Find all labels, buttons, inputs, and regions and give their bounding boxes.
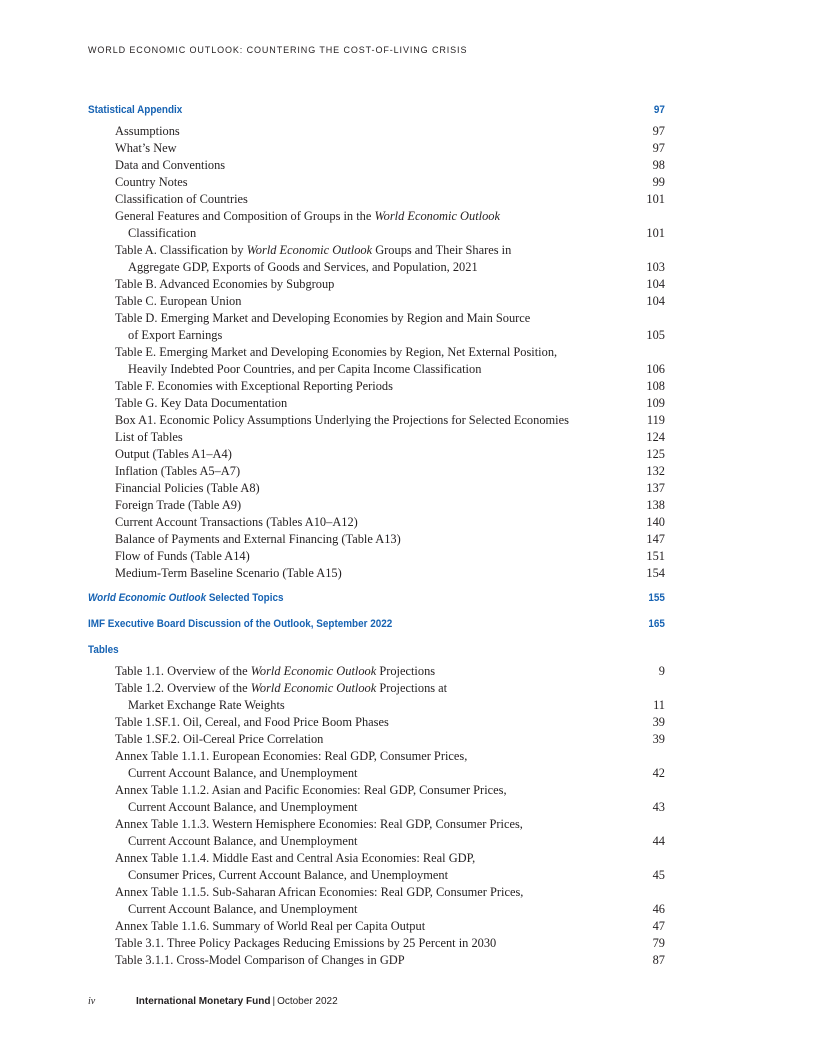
entry-title (115, 850, 593, 884)
text-run: Table B. Advanced Economies by Subgroup (115, 277, 335, 291)
entry-page-number: 109 (646, 396, 665, 410)
entry-page-number: 9 (658, 664, 665, 678)
entry-page-number: 43 (652, 800, 665, 814)
italic-title-run: World Economic Outlook (246, 243, 373, 257)
toc-entry[interactable] (88, 378, 665, 395)
text-run: Annex Table 1.1.2. Asian and Pacific Economies: Real GDP, Consumer Prices, (115, 783, 507, 797)
entry-title (115, 748, 593, 782)
entry-page-number: 98 (652, 158, 665, 172)
entry-title-continuation (115, 901, 593, 918)
text-run: IMF Executive Board Discussion of the Outlook, September 2022 (88, 618, 393, 630)
text-run: Assumptions (115, 124, 180, 138)
entry-title (115, 412, 593, 429)
text-run: Market Exchange Rate Weights (128, 698, 285, 712)
text-run: Table C. European Union (115, 294, 242, 308)
entry-page-number: 47 (652, 919, 665, 933)
toc-entry[interactable] (88, 884, 665, 918)
entry-title-continuation (115, 327, 593, 344)
toc-entry[interactable] (88, 412, 665, 429)
entry-title-line (115, 395, 593, 412)
text-run: List of Tables (115, 430, 183, 444)
text-run: Projections (376, 664, 436, 678)
entry-title-line (115, 446, 593, 463)
entry-title-line (115, 731, 593, 748)
entry-page-number: 108 (646, 379, 665, 393)
text-run: Financial Policies (Table A8) (115, 481, 260, 495)
toc-entry[interactable] (88, 714, 665, 731)
toc-entry[interactable] (88, 680, 665, 714)
entry-title-continuation (115, 259, 593, 276)
entry-page-number: 119 (646, 413, 665, 427)
toc-entry[interactable] (88, 531, 665, 548)
entry-page-number: 46 (652, 902, 665, 916)
entry-title (115, 276, 593, 293)
entry-title-line (115, 680, 593, 697)
entry-page-number: 154 (646, 566, 665, 580)
text-run: Statistical Appendix (88, 104, 183, 116)
toc-entry[interactable] (88, 310, 665, 344)
text-run: Consumer Prices, Current Account Balance, and Unemployment (128, 868, 449, 882)
text-run: Country Notes (115, 175, 188, 189)
text-run: Current Account Balance, and Unemployment (128, 800, 358, 814)
italic-title-run: World Economic Outlook (250, 681, 377, 695)
toc-entry[interactable] (88, 952, 665, 969)
toc-entry[interactable] (88, 174, 665, 191)
text-run: Table 1.SF.1. Oil, Cereal, and Food Price Boom Phases (115, 715, 389, 729)
toc-entry[interactable] (88, 548, 665, 565)
entry-title-line (115, 412, 593, 429)
toc-entry[interactable] (88, 123, 665, 140)
entry-title-line (115, 714, 593, 731)
text-run: Box A1. Economic Policy Assumptions Underlying the Projections for Selected Economies (115, 413, 569, 427)
entry-page-number: 125 (646, 447, 665, 461)
section-title (88, 640, 119, 660)
text-run: Output (Tables A1–A4) (115, 447, 232, 461)
footer-date: October 2022 (277, 996, 338, 1007)
text-run: Annex Table 1.1.4. Middle East and Central Asia Economies: Real GDP, (115, 851, 476, 865)
entry-title-line (115, 310, 593, 327)
table-of-contents (88, 100, 665, 969)
text-run: Table 1.1. Overview of the (115, 664, 251, 678)
section-heading[interactable] (88, 640, 665, 660)
entry-page-number: 137 (646, 481, 665, 495)
text-run: Projections at (376, 681, 448, 695)
entry-title (115, 395, 593, 412)
footer-separator: | (272, 996, 276, 1007)
entry-title (115, 680, 593, 714)
entry-title-line (115, 378, 593, 395)
entry-title-line (115, 782, 593, 799)
text-run: of Export Earnings (128, 328, 223, 342)
section-page-number: 165 (648, 618, 665, 630)
text-run: Medium-Term Baseline Scenario (Table A15) (115, 566, 342, 580)
entry-title-continuation (115, 799, 593, 816)
entry-title (115, 514, 593, 531)
toc-entry[interactable] (88, 663, 665, 680)
entry-title (115, 344, 593, 378)
entry-page-number: 11 (653, 698, 665, 712)
entry-title-line (115, 140, 593, 157)
entry-title (115, 174, 593, 191)
entry-title (115, 293, 593, 310)
text-run: Table A. Classification by (115, 243, 247, 257)
entry-title-line (115, 191, 593, 208)
entry-title (115, 429, 593, 446)
entry-title-line (115, 952, 593, 969)
entry-page-number: 39 (652, 732, 665, 746)
entry-page-number: 106 (646, 362, 665, 376)
text-run: Data and Conventions (115, 158, 226, 172)
entry-page-number: 138 (646, 498, 665, 512)
entry-page-number: 97 (652, 124, 665, 138)
entry-title (115, 157, 593, 174)
entry-title (115, 548, 593, 565)
text-run: Table 1.SF.2. Oil-Cereal Price Correlation (115, 732, 324, 746)
toc-entry[interactable] (88, 446, 665, 463)
entry-title (115, 884, 593, 918)
entry-title (115, 663, 593, 680)
text-run: Foreign Trade (Table A9) (115, 498, 242, 512)
section-title (88, 100, 182, 120)
entry-page-number: 104 (646, 277, 665, 291)
entry-title-continuation (115, 765, 593, 782)
entry-title (115, 378, 593, 395)
entry-page-number: 79 (652, 936, 665, 950)
entry-title-line (115, 208, 593, 225)
entry-page-number: 140 (646, 515, 665, 529)
toc-entry[interactable] (88, 731, 665, 748)
entry-title-line (115, 480, 593, 497)
entry-title-line (115, 565, 593, 582)
toc-entry[interactable] (88, 429, 665, 446)
toc-entry[interactable] (88, 918, 665, 935)
entry-title-line (115, 276, 593, 293)
entry-title-continuation (115, 361, 593, 378)
entry-title-line (115, 157, 593, 174)
entry-title (115, 140, 593, 157)
entry-title (115, 208, 593, 242)
italic-title-run: World Economic Outlook (88, 592, 207, 604)
section-page-number: 155 (648, 592, 665, 604)
entry-title (115, 446, 593, 463)
toc-section (88, 640, 665, 969)
entry-title-continuation (115, 833, 593, 850)
toc-entry[interactable] (88, 463, 665, 480)
section-page-number: 97 (653, 104, 665, 116)
toc-entry[interactable] (88, 344, 665, 378)
entry-title (115, 816, 593, 850)
text-run: Balance of Payments and External Financing (Table A13) (115, 532, 401, 546)
entry-title-line (115, 174, 593, 191)
toc-entry[interactable] (88, 276, 665, 293)
text-run: Current Account Balance, and Unemployment (128, 766, 358, 780)
toc-entry[interactable] (88, 816, 665, 850)
text-run: Heavily Indebted Poor Countries, and per Capita Income Classification (128, 362, 482, 376)
toc-entry[interactable] (88, 497, 665, 514)
entry-title (115, 782, 593, 816)
entry-title-line (115, 884, 593, 901)
entry-title (115, 531, 593, 548)
entry-title (115, 731, 593, 748)
entry-title-line (115, 663, 593, 680)
footer-organization: International Monetary Fund (136, 996, 271, 1007)
section-title (88, 614, 392, 634)
text-run: Current Account Balance, and Unemployment (128, 834, 358, 848)
text-run: Flow of Funds (Table A14) (115, 549, 250, 563)
toc-entry[interactable] (88, 782, 665, 816)
italic-title-run: World Economic Outlook (250, 664, 377, 678)
text-run: Annex Table 1.1.5. Sub-Saharan African Economies: Real GDP, Consumer Prices, (115, 885, 524, 899)
text-run: Annex Table 1.1.1. European Economies: Real GDP, Consumer Prices, (115, 749, 468, 763)
entry-title-continuation (115, 867, 593, 884)
text-run: Table F. Economies with Exceptional Reporting Periods (115, 379, 393, 393)
toc-entry[interactable] (88, 293, 665, 310)
text-run: Tables (88, 644, 119, 656)
entry-title (115, 310, 593, 344)
entry-page-number: 105 (646, 328, 665, 342)
toc-entry[interactable] (88, 208, 665, 242)
entry-page-number: 99 (652, 175, 665, 189)
section-title (88, 588, 283, 608)
text-run: Classification (128, 226, 197, 240)
text-run: Table D. Emerging Market and Developing Economies by Region and Main Source (115, 311, 531, 325)
toc-entry[interactable] (88, 395, 665, 412)
entry-title-line (115, 242, 593, 259)
toc-entry[interactable] (88, 191, 665, 208)
page-folio: iv (88, 996, 96, 1007)
entry-title (115, 918, 593, 935)
toc-entry[interactable] (88, 850, 665, 884)
text-run: Table G. Key Data Documentation (115, 396, 288, 410)
entry-page-number: 45 (652, 868, 665, 882)
text-run: Table 1.2. Overview of the (115, 681, 251, 695)
entry-title (115, 952, 593, 969)
text-run: Selected Topics (206, 592, 284, 604)
entry-title-line (115, 429, 593, 446)
entry-page-number: 101 (646, 226, 665, 240)
toc-entry[interactable] (88, 935, 665, 952)
entry-page-number: 97 (652, 141, 665, 155)
toc-entry[interactable] (88, 748, 665, 782)
entry-title-line (115, 748, 593, 765)
entry-page-number: 104 (646, 294, 665, 308)
entry-title-line (115, 463, 593, 480)
text-run: Table 3.1.1. Cross-Model Comparison of Changes in GDP (115, 953, 405, 967)
text-run: Table E. Emerging Market and Developing Economies by Region, Net External Position, (115, 345, 558, 359)
entry-title-line (115, 935, 593, 952)
entry-title (115, 714, 593, 731)
toc-entry[interactable] (88, 480, 665, 497)
toc-entry[interactable] (88, 565, 665, 582)
toc-section (88, 100, 665, 582)
text-run: Classification of Countries (115, 192, 248, 206)
entry-title (115, 565, 593, 582)
entry-title (115, 463, 593, 480)
entry-page-number: 39 (652, 715, 665, 729)
entry-page-number: 103 (646, 260, 665, 274)
entry-title-continuation (115, 225, 593, 242)
text-run: Inflation (Tables A5–A7) (115, 464, 241, 478)
section-heading[interactable] (88, 588, 665, 608)
toc-entry[interactable] (88, 242, 665, 276)
section-heading[interactable] (88, 614, 665, 634)
text-run: Table 3.1. Three Policy Packages Reducing Emissions by 25 Percent in 2030 (115, 936, 497, 950)
entry-title-line (115, 514, 593, 531)
text-run: Groups and Their Shares in (372, 243, 512, 257)
toc-entry[interactable] (88, 514, 665, 531)
entry-page-number: 42 (652, 766, 665, 780)
text-run: General Features and Composition of Groups in the (115, 209, 375, 223)
entry-title-line (115, 123, 593, 140)
entry-page-number: 101 (646, 192, 665, 206)
entry-title-line (115, 293, 593, 310)
entry-title-line (115, 344, 593, 361)
text-run: Current Account Transactions (Tables A10–A12) (115, 515, 358, 529)
toc-section (88, 614, 665, 634)
entry-title (115, 191, 593, 208)
entry-title-line (115, 531, 593, 548)
text-run: What’s New (115, 141, 177, 155)
text-run: Current Account Balance, and Unemployment (128, 902, 358, 916)
running-head: WORLD ECONOMIC OUTLOOK: COUNTERING THE COST-OF-LIVING CRISIS (88, 45, 468, 55)
section-heading[interactable] (88, 100, 665, 120)
entry-page-number: 87 (652, 953, 665, 967)
page-footer (88, 996, 338, 1007)
entry-title-line (115, 497, 593, 514)
italic-title-run: World Economic Outlook (374, 209, 500, 223)
toc-entry[interactable] (88, 140, 665, 157)
text-run: Aggregate GDP, Exports of Goods and Services, and Population, 2021 (128, 260, 478, 274)
entry-title (115, 123, 593, 140)
toc-section (88, 588, 665, 608)
entry-title-continuation (115, 697, 593, 714)
text-run: Annex Table 1.1.6. Summary of World Real per Capita Output (115, 919, 426, 933)
entry-title (115, 242, 593, 276)
entry-page-number: 132 (646, 464, 665, 478)
entry-page-number: 151 (646, 549, 665, 563)
entry-page-number: 147 (646, 532, 665, 546)
text-run: Annex Table 1.1.3. Western Hemisphere Economies: Real GDP, Consumer Prices, (115, 817, 523, 831)
entry-title-line (115, 548, 593, 565)
entry-title-line (115, 918, 593, 935)
entry-title (115, 935, 593, 952)
entry-title (115, 480, 593, 497)
entry-title (115, 497, 593, 514)
entry-title-line (115, 816, 593, 833)
entry-title-line (115, 850, 593, 867)
entry-page-number: 44 (652, 834, 665, 848)
entry-page-number: 124 (646, 430, 665, 444)
toc-entry[interactable] (88, 157, 665, 174)
